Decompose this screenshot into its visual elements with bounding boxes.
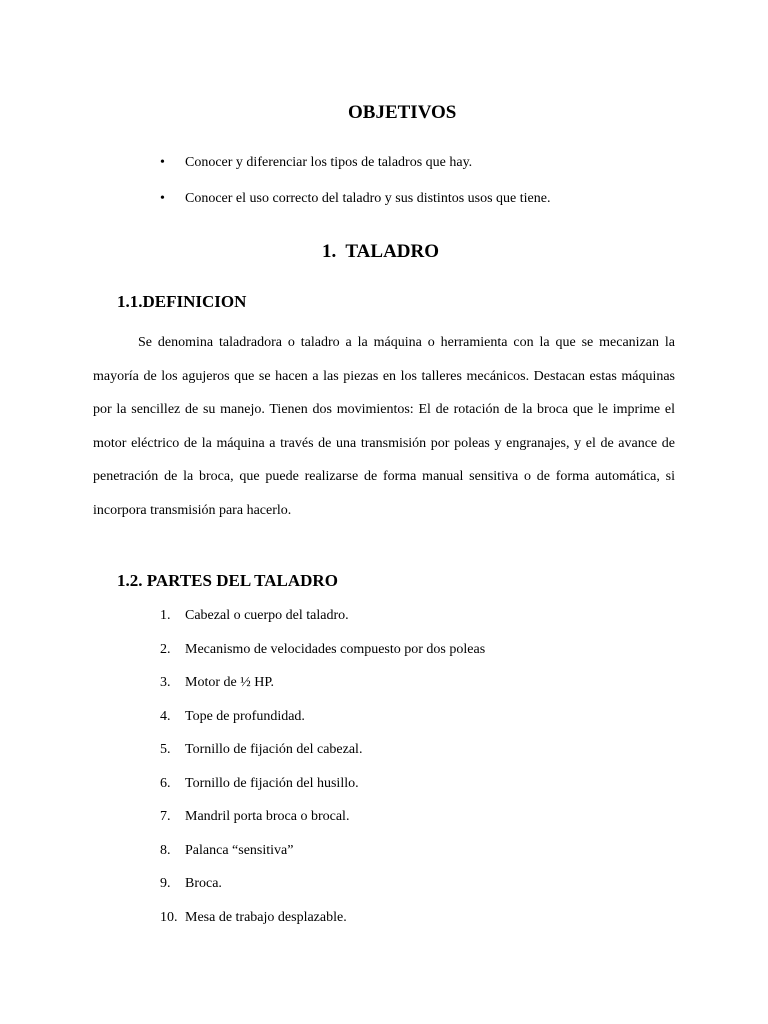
parts-list-item — [160, 642, 485, 658]
list-item-number: 10. — [160, 909, 178, 925]
parts-list-item — [160, 776, 359, 792]
bullet-icon: • — [160, 155, 165, 170]
definition-heading: 1.1.DEFINICION — [117, 292, 247, 311]
objectives-title: OBJETIVOS — [348, 102, 457, 123]
parts-heading: 1.2. PARTES DEL TALADRO — [117, 571, 338, 590]
bullet-icon: • — [160, 191, 165, 206]
list-item-text: Broca. — [185, 876, 222, 891]
list-item-number: 4. — [160, 708, 171, 724]
list-item-text: Tope de profundidad. — [185, 708, 305, 724]
list-item-text: Cabezal o cuerpo del taladro. — [185, 608, 349, 623]
parts-list-item — [160, 742, 362, 758]
list-item-number: 9. — [160, 876, 171, 891]
parts-list-item — [160, 876, 222, 892]
list-item-text: Mandril porta broca o brocal. — [185, 809, 350, 824]
parts-list-item — [160, 809, 349, 825]
parts-list-item — [160, 910, 347, 926]
list-item-number: 6. — [160, 775, 171, 791]
section-title-taladro: 1. TALADRO — [322, 241, 440, 262]
list-item-text: Mecanismo de velocidades compuesto por dos poleas — [185, 641, 486, 657]
list-item-text: Palanca “sensitiva” — [185, 842, 294, 858]
list-item-number: 3. — [160, 675, 171, 690]
list-item-number: 7. — [160, 809, 171, 824]
list-item-text: Mesa de trabajo desplazable. — [185, 909, 347, 925]
objective-item: Conocer el uso correcto del taladro y sus distintos usos que tiene. — [185, 191, 551, 206]
list-item-number: 1. — [160, 608, 171, 623]
list-item-number: 5. — [160, 742, 171, 757]
parts-list-item — [160, 709, 305, 725]
parts-list-item — [160, 608, 349, 624]
parts-list-item — [160, 675, 274, 691]
parts-list-item — [160, 843, 293, 859]
list-item-text: Tornillo de fijación del cabezal. — [185, 742, 363, 757]
list-item-text: Tornillo de fijación del husillo. — [185, 775, 359, 791]
definition-paragraph: Se denomina taladradora o taladro a la máquina o herramienta con la que se mecanizan la mayoría de los agujeros que se hacen a las piezas en los talleres mecánicos. Destacan estas máquinas por la sencillez de su manejo. Tienen dos movimientos: El de rotación de la broca que le imprime el motor eléctrico de la máquina a través de una transmisión por poleas y engranajes, y el de avance de penetración de la broca, que puede realizarse de forma manual sensitiva o de forma automática, si incorpora transmisión para hacerlo. — [93, 335, 675, 518]
objective-item: Conocer y diferenciar los tipos de taladros que hay. — [185, 155, 473, 170]
list-item-text: Motor de ½ HP. — [185, 675, 275, 690]
list-item-number: 2. — [160, 641, 171, 657]
list-item-number: 8. — [160, 842, 171, 858]
